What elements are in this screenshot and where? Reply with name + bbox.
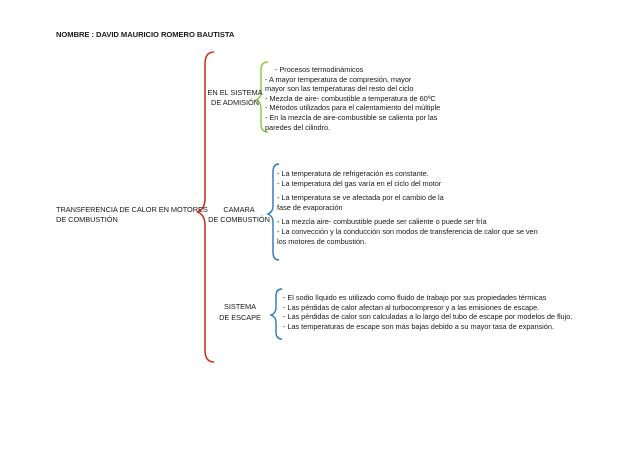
branch-escape-label-1: SISTEMA bbox=[223, 302, 257, 311]
list-item: - La temperatura de refrigeración es constante. bbox=[277, 169, 429, 178]
branch-camara-items bbox=[277, 169, 538, 246]
branch-camara-label-2: DE COMBUSTIÓN bbox=[208, 215, 270, 224]
list-item: - Procesos termodinámicos bbox=[275, 65, 364, 74]
branch-admision-items bbox=[265, 65, 440, 132]
list-item: - Las pérdidas de calor son calculadas a lo largo del tubo de escape por modelos de flujo. bbox=[283, 312, 573, 322]
branch-admision-label-2: DE ADMISIÓN bbox=[211, 98, 259, 107]
list-item: - Mezcla de aire- combustible a temperatura de 60ºC bbox=[265, 93, 436, 103]
branch-escape-label-2: DE ESCAPE bbox=[219, 313, 261, 322]
list-item: mayor son las temperaturas del resto del ciclo bbox=[265, 84, 414, 94]
list-item: - La mezcla aire- combustible puede ser caliente o puede ser fría bbox=[277, 217, 487, 227]
list-item: los motores de combustión. bbox=[277, 236, 367, 246]
list-item: paredes del cilindro. bbox=[265, 122, 331, 132]
page-title: NOMBRE : DAVID MAURICIO ROMERO BAUTISTA bbox=[56, 30, 235, 39]
list-item: - La temperatura se ve afectada por el cambio de la bbox=[277, 193, 444, 203]
root-node-line-2: DE COMBUSTIÓN bbox=[56, 215, 118, 224]
list-item: - Las pérdidas de calor afectan al turbocompresor y a las emisiones de escape. bbox=[283, 302, 540, 312]
branch-escape-items bbox=[280, 293, 572, 331]
list-item: - A mayor temperatura de compresión, mayor bbox=[265, 74, 412, 84]
root-node-line-1: TRANSFERENCIA DE CALOR EN MOTORES bbox=[56, 205, 208, 214]
list-item: - En la mezcla de aire-combustible se calienta por las bbox=[265, 112, 438, 122]
branch-admision-label-1: EN EL SISTEMA bbox=[207, 88, 263, 97]
list-item: - Métodos utilizados para el calentamiento del múltiple bbox=[265, 103, 441, 113]
list-item: - La temperatura del gas varía en el ciclo del motor bbox=[277, 178, 442, 188]
list-item: - Las temperaturas de escape son más bajas debido a su mayor tasa de expansión. bbox=[283, 321, 554, 331]
list-item: - El sodio líquido es utilizado como fluido de trabajo por sus propiedades térmicas bbox=[283, 293, 547, 302]
branch-camara-label-1: CAMARA bbox=[223, 205, 255, 214]
list-item: - La convección y la conducción son modos de transferencia de calor que se ven bbox=[277, 226, 538, 236]
list-item: fase de evaporación bbox=[277, 202, 343, 212]
